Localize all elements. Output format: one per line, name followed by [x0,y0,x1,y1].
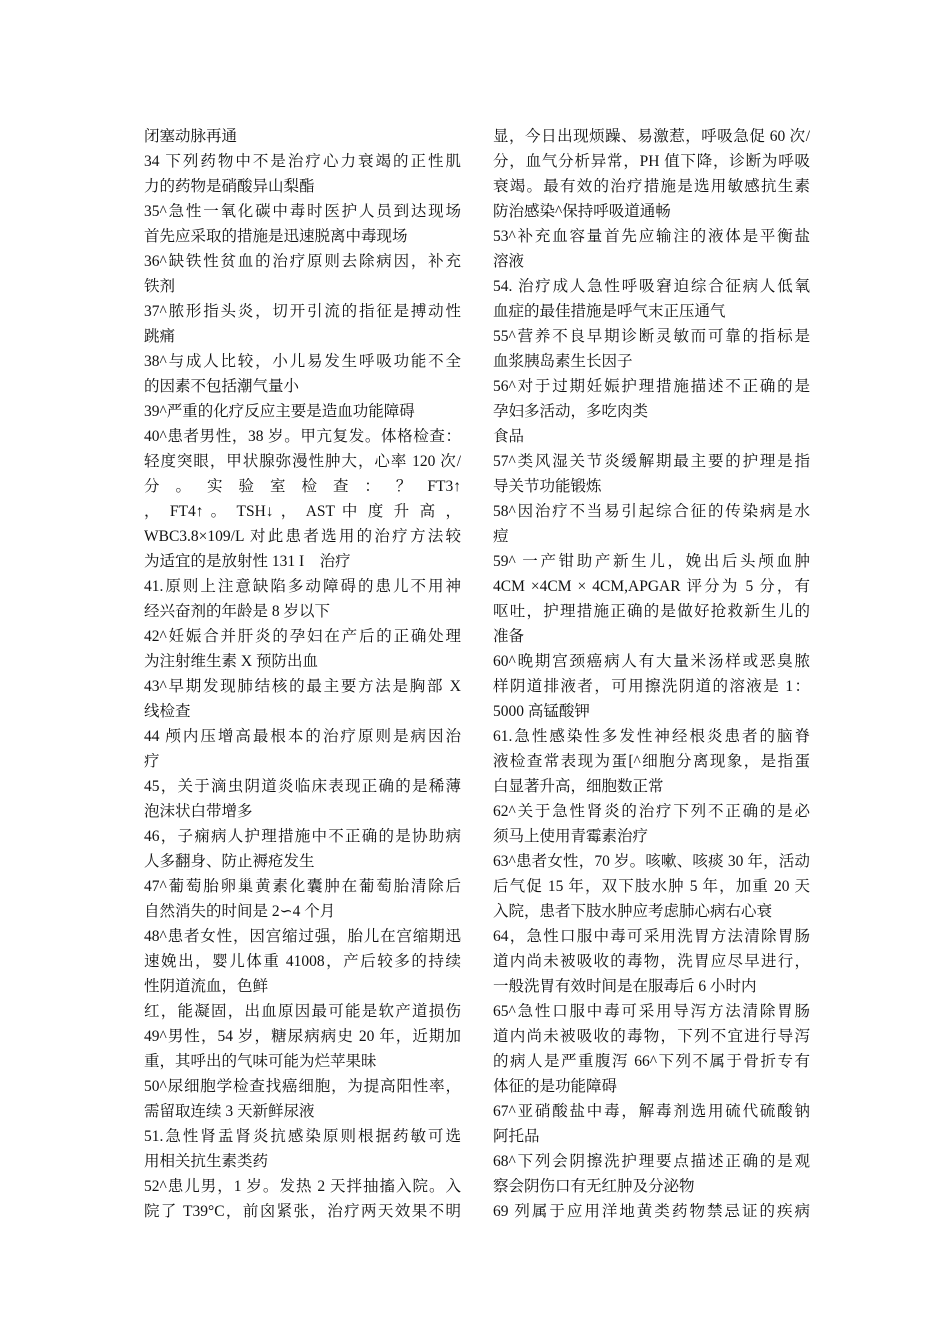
text-line: 察会阴伤口有无红肿及分泌物 [493,1178,695,1195]
text-line: 57^类风湿关节炎缓解期最主要的护理是指 [493,453,810,470]
text-line: 闭塞动脉再通 [144,128,238,145]
text-line: 35^急性一氧化碳中毒时医护人员到达现场 [144,203,461,220]
text-line: 36^缺铁性贫血的治疗原则去除病因，补充 [144,253,461,270]
text-line: 53^补充血容量首先应输注的液体是平衡盐 [493,228,810,245]
text-line: 39^严重的化疗反应主要是造血功能障碍 [144,403,415,420]
text-line: 37^脓形指头炎，切开引流的指征是搏动性 [144,303,461,320]
text-line: 分，血气分析异常，PH 值下降，诊断为呼吸 [493,153,810,170]
text-line: 45，关于滴虫阴道炎临床表现正确的是稀薄 [144,778,461,795]
text-line: 疗 [144,753,160,770]
text-line: 69 列属于应用洋地黄类药物禁忌证的疾病 [493,1203,810,1220]
text-line: 4CM ×4CM × 4CM,APGAR 评分为 5 分，有 [493,578,810,595]
text-line: 63^患者女性，70 岁。咳嗽、咳痰 30 年，活动 [493,853,810,870]
text-line: 血症的最佳措施是呼气末正压通气 [493,303,726,320]
text-line: 显，今日出现烦躁、易激惹，呼吸急促 60 次/ [493,128,810,145]
text-line: 的因素不包括潮气量小 [144,378,300,395]
text-line: 须马上使用青霉素治疗 [493,828,649,845]
text-line: 线检查 [144,703,191,720]
text-line: 血浆胰岛素生长因子 [493,353,633,370]
text-line: 46，子痫病人护理措施中不正确的是协助病 [144,828,461,845]
text-line: 40^患者男性，38 岁。甲亢复发。体格检查： [144,428,461,445]
right-text-column [493,124,810,1224]
text-line: 用相关抗生素类药 [144,1153,269,1170]
text-line: 红，能凝固，出血原因最可能是软产道损伤 [144,1003,461,1020]
text-line: 道内尚未被吸收的毒物，下列不宜进行导泻 [493,1028,810,1045]
text-line: 食品 [493,428,525,445]
text-line: 54. 治疗成人急性呼吸窘迫综合征病人低氧 [493,278,810,295]
text-line: 轻度突眼，甲状腺弥漫性肿大，心率 120 次/ [144,453,461,470]
text-line: 59^ 一产钳助产新生儿，娩出后头颅血肿 [493,553,810,570]
text-line: 51.急性肾盂肾炎抗感染原则根据药敏可选 [144,1128,461,1145]
text-line: 需留取连续 3 天新鲜尿液 [144,1103,315,1120]
text-line: 43^早期发现肺结核的最主要方法是胸部 X [144,678,461,695]
text-line: 呕吐，护理措施正确的是做好抢救新生儿的 [493,603,810,620]
text-line: 首先应采取的措施是迅速脱离中毒现场 [144,228,408,245]
text-line: 铁剂 [144,278,176,295]
text-line: 阿托品 [493,1128,540,1145]
text-line: 白显著升高，细胞数正常 [493,778,664,795]
text-line: 41.原则上注意缺陷多动障碍的患儿不用神 [144,578,461,595]
text-line: 为适宜的是放射性 131 I 治疗 [144,553,351,570]
text-line: 道内尚未被吸收的毒物，洗胃应尽早进行， [493,953,810,970]
text-line: 样阴道排液者，可用擦洗阴道的溶液是 1： [493,678,810,695]
text-line: 50^尿细胞学检查找癌细胞，为提高阳性率， [144,1078,461,1095]
text-line: 衰竭。最有效的治疗措施是选用敏感抗生素 [493,178,810,195]
text-line: 34 下列药物中不是治疗心力衰竭的正性肌 [144,153,461,170]
text-line: 自然消失的时间是 2∽4 个月 [144,903,336,920]
text-line: 68^下列会阴擦洗护理要点描述正确的是观 [493,1153,810,1170]
text-line: 院了 T39°C，前囟紧张，治疗两天效果不明 [144,1203,461,1220]
text-line: 速娩出，婴儿体重 41008，产后较多的持续 [144,953,461,970]
text-line: 65^急性口服中毒可采用导泻方法清除胃肠 [493,1003,810,1020]
text-line: 导关节功能锻炼 [493,478,602,495]
text-line: 61.急性感染性多发性神经根炎患者的脑脊 [493,728,810,745]
text-line: 痘 [493,528,509,545]
text-line: 42^妊娠合并肝炎的孕妇在产后的正确处理 [144,628,461,645]
text-line: WBC3.8×109/L 对此患者选用的治疗方法较 [144,528,461,545]
text-line: 52^患儿男，1 岁。发热 2 天拌抽搐入院。入 [144,1178,461,1195]
text-line: 准备 [493,628,525,645]
text-line: 48^患者女性，因宫缩过强，胎儿在宫缩期迅 [144,928,461,945]
text-line: 泡沫状白带增多 [144,803,253,820]
text-line: 44 颅内压增高最根本的治疗原则是病因治 [144,728,461,745]
text-line: 56^对于过期妊娠护理措施描述不正确的是 [493,378,810,395]
text-line: 人多翻身、防止褥疮发生 [144,853,315,870]
text-line: 分 。 实 验 室 检 查 ： ？ FT3↑ [144,478,461,495]
text-line: 一般洗胃有效时间是在服毒后 6 小时内 [493,978,757,995]
text-line: 溶液 [493,253,525,270]
text-line: 孕妇多活动，多吃肉类 [493,403,649,420]
text-line: 性阴道流血，色鲜 [144,978,269,995]
text-line: 经兴奋剂的年龄是 8 岁以下 [144,603,331,620]
text-line: 62^关于急性肾炎的治疗下列不正确的是必 [493,803,810,820]
text-line: 入院，患者下肢水肿应考虑肺心病右心衰 [493,903,773,920]
text-line: 58^因治疗不当易引起综合征的传染病是水 [493,503,810,520]
text-line: ， FT4↑ 。 TSH↓ ， AST 中 度 升 高 ， [144,503,461,520]
text-line: 5000 高锰酸钾 [493,703,590,720]
text-line: 为注射维生素 X 预防出血 [144,653,318,670]
left-text-column [144,124,461,1224]
text-line: 67^亚硝酸盐中毒，解毒剂选用硫代硫酸钠 [493,1103,810,1120]
text-line: 液检查常表现为蛋[^细胞分离现象，是指蛋 [493,753,810,770]
text-line: 的病人是严重腹泻 66^下列不属于骨折专有 [493,1053,810,1070]
text-line: 体征的是功能障碍 [493,1078,618,1095]
text-line: 49^男性，54 岁，糖尿病病史 20 年，近期加 [144,1028,461,1045]
text-line: 38^与成人比较，小儿易发生呼吸功能不全 [144,353,461,370]
text-line: 防治感染^保持呼吸道通畅 [493,203,671,220]
text-line: 重，其呼出的气味可能为烂苹果昧 [144,1053,377,1070]
text-line: 后气促 15 年，双下肢水肿 5 年，加重 20 天 [493,878,810,895]
text-line: 55^营养不良早期诊断灵敏而可靠的指标是 [493,328,810,345]
text-line: 力的药物是硝酸异山梨酯 [144,178,315,195]
text-line: 跳痛 [144,328,176,345]
text-line: 60^晚期宫颈癌病人有大量米汤样或恶臭脓 [493,653,810,670]
text-line: 64，急性口服中毒可采用洗胃方法清除胃肠 [493,928,810,945]
text-line: 47^葡萄胎卵巢黄素化囊肿在葡萄胎清除后 [144,878,461,895]
